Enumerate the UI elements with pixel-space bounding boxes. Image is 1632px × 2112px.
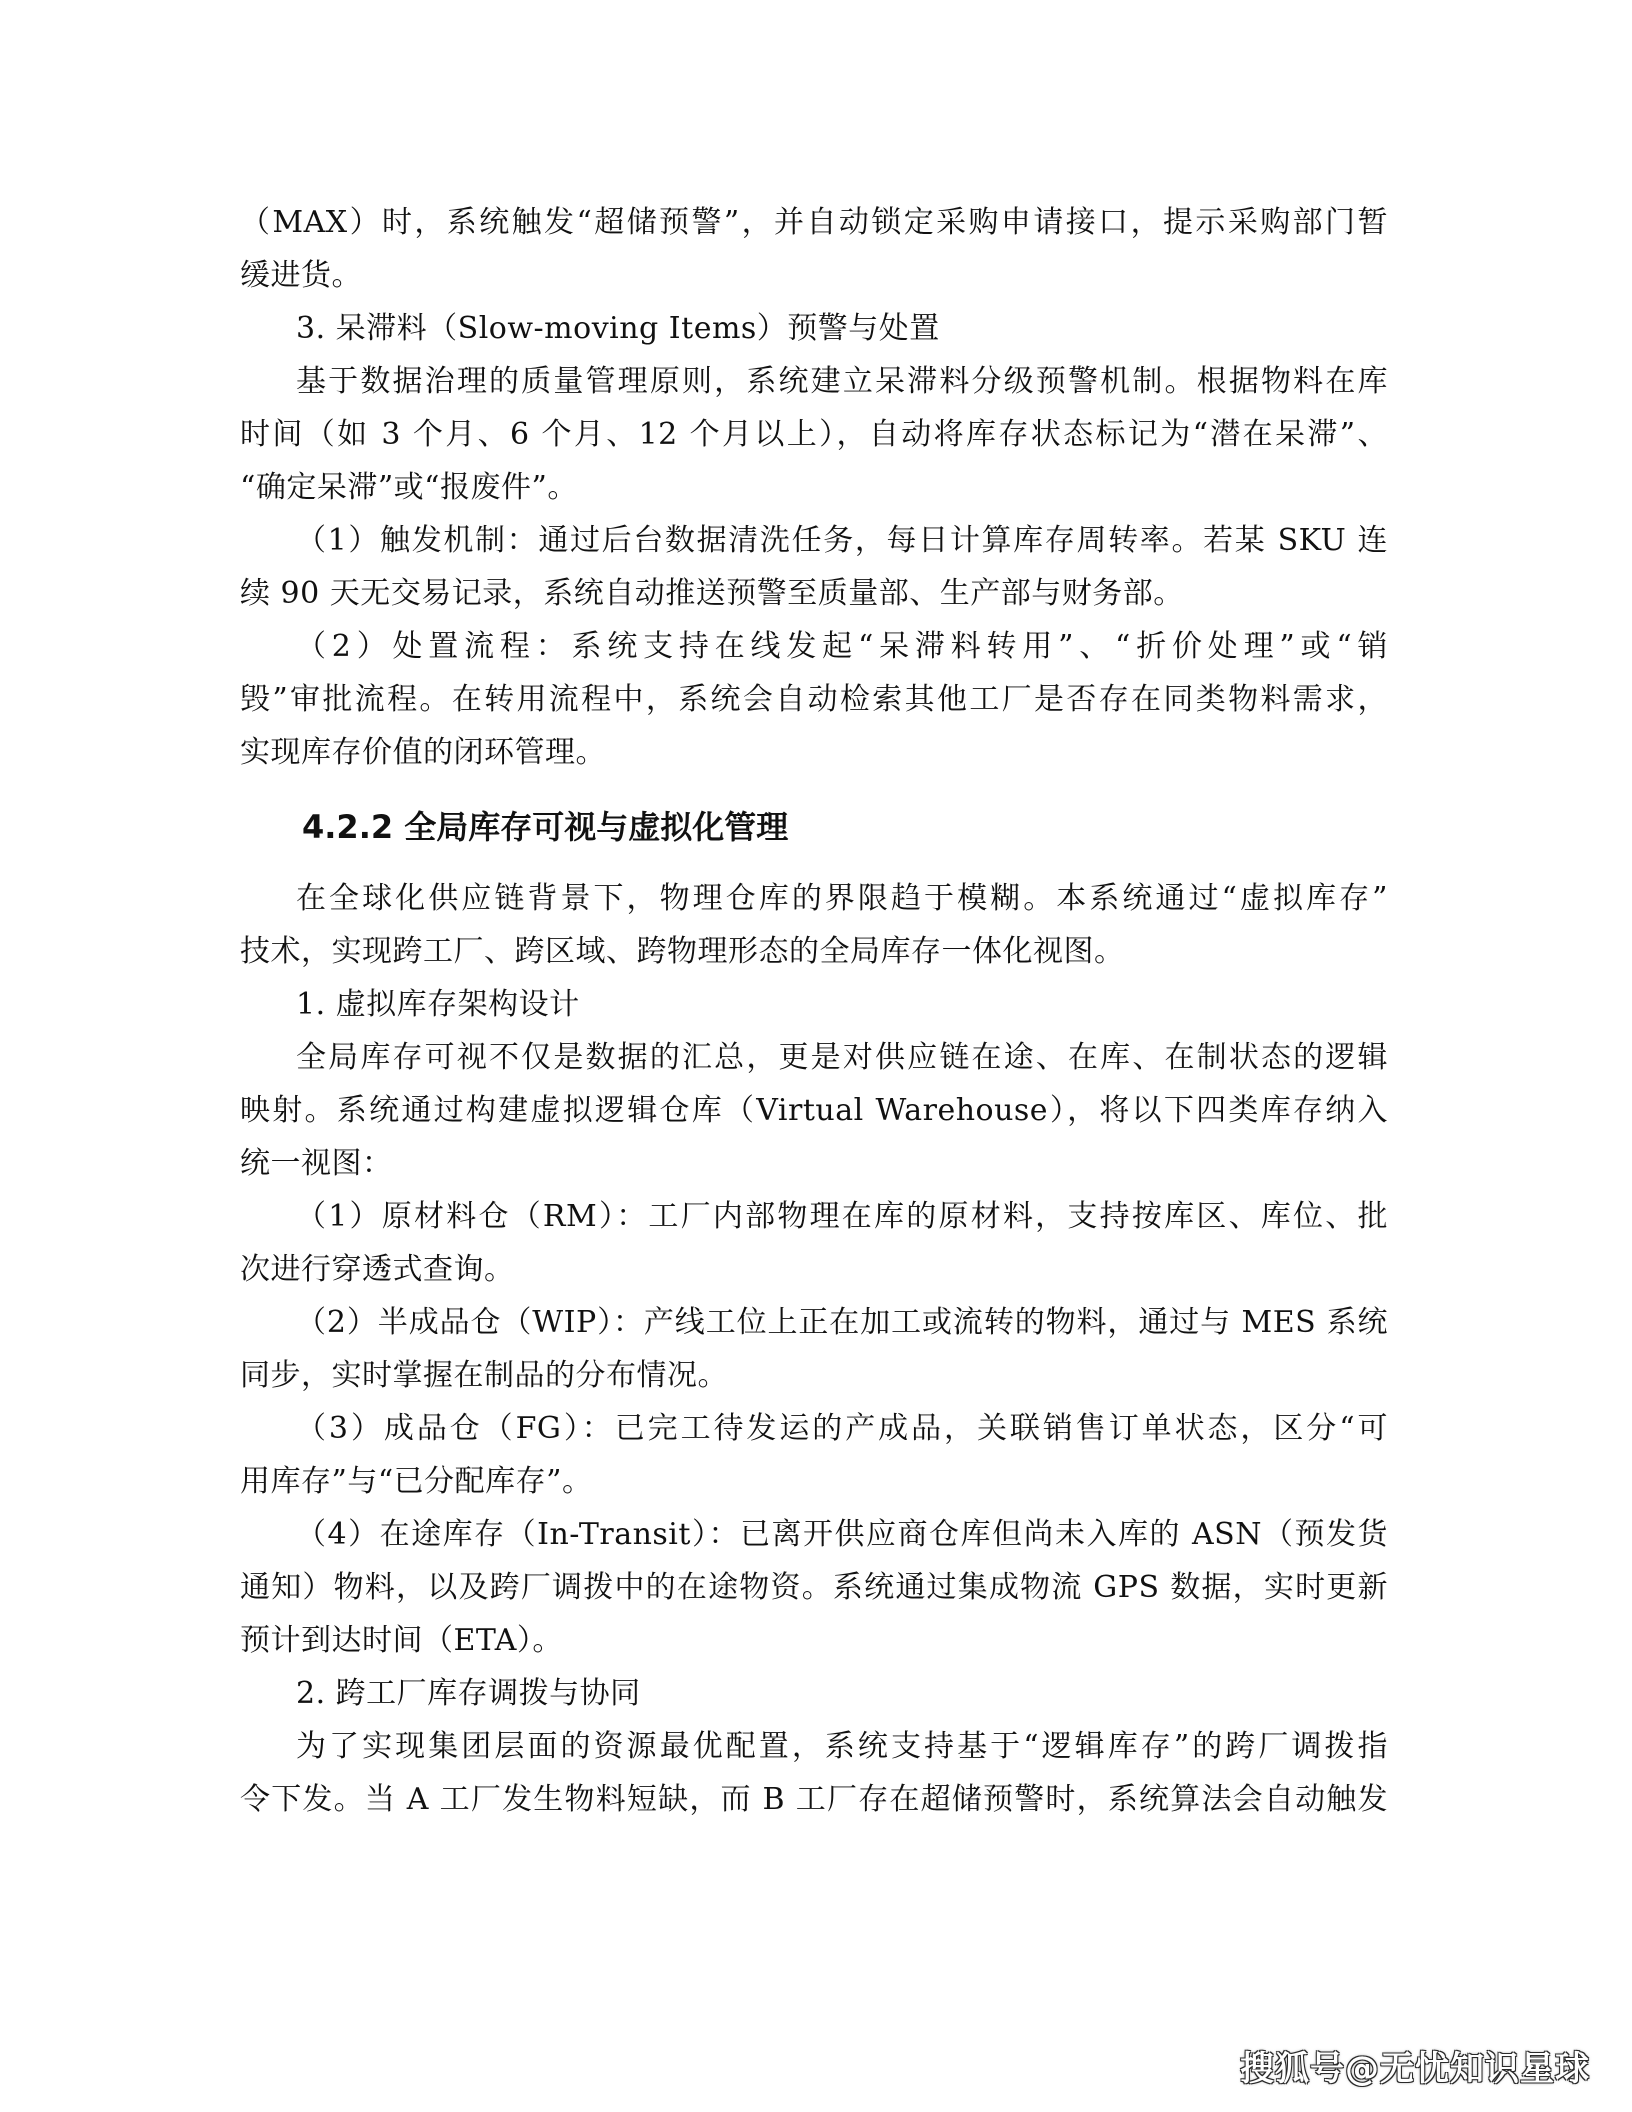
text-line: 用库存”与“已分配库存”。 — [240, 1464, 593, 1499]
text-line: 基于数据治理的质量管理原则，系统建立呆滞料分级预警机制。根据物料在库 — [296, 364, 1388, 399]
text-line: 技术，实现跨工厂、跨区域、跨物理形态的全局库存一体化视图。 — [240, 934, 1125, 969]
text-line: 续 90 天无交易记录，系统自动推送预警至质量部、生产部与财务部。 — [240, 576, 1184, 611]
paragraph-block-top — [240, 196, 1388, 779]
text-line: （1）触发机制：通过后台数据清洗任务，每日计算库存周转率。若某 SKU 连 — [296, 523, 1388, 558]
text-line: 同步，实时掌握在制品的分布情况。 — [240, 1358, 728, 1393]
text-line: 全局库存可视不仅是数据的汇总，更是对供应链在途、在库、在制状态的逻辑 — [296, 1040, 1388, 1075]
text-line: （2）半成品仓（WIP）：产线工位上正在加工或流转的物料，通过与 MES 系统 — [296, 1305, 1388, 1340]
text-line: 3. 呆滞料（Slow-moving Items）预警与处置 — [296, 311, 940, 346]
text-line: 统一视图： — [240, 1146, 393, 1181]
text-line: 通知）物料，以及跨厂调拨中的在途物资。系统通过集成物流 GPS 数据，实时更新 — [240, 1570, 1388, 1605]
text-line: 1. 虚拟库存架构设计 — [296, 987, 580, 1022]
text-line: “确定呆滞”或“报废件”。 — [240, 470, 578, 505]
text-line: （MAX）时，系统触发“超储预警”，并自动锁定采购申请接口，提示采购部门暂 — [240, 205, 1388, 240]
text-line: 时间（如 3 个月、6 个月、12 个月以上），自动将库存状态标记为“潜在呆滞”、 — [240, 417, 1388, 452]
text-line: 在全球化供应链背景下，物理仓库的界限趋于模糊。本系统通过“虚拟库存” — [296, 881, 1388, 916]
section-heading: 4.2.2 全局库存可视与虚拟化管理 — [302, 808, 789, 846]
text-line: （2）处置流程：系统支持在线发起“呆滞料转用”、“折价处理”或“销 — [296, 629, 1388, 664]
text-line: 令下发。当 A 工厂发生物料短缺，而 B 工厂存在超储预警时，系统算法会自动触发 — [240, 1782, 1388, 1817]
text-line: 映射。系统通过构建虚拟逻辑仓库（Virtual Warehouse），将以下四类库存纳入 — [240, 1093, 1388, 1128]
paragraph-block-bottom — [240, 872, 1388, 1826]
text-line: 实现库存价值的闭环管理。 — [240, 735, 606, 770]
text-line: 毁”审批流程。在转用流程中，系统会自动检索其他工厂是否存在同类物料需求， — [240, 682, 1388, 717]
text-line: （3）成品仓（FG）：已完工待发运的产成品，关联销售订单状态，区分“可 — [296, 1411, 1388, 1446]
text-line: （4）在途库存（In-Transit）：已离开供应商仓库但尚未入库的 ASN（预发货 — [296, 1517, 1388, 1552]
text-line: 次进行穿透式查询。 — [240, 1252, 515, 1287]
text-line: （1）原材料仓（RM）：工厂内部物理在库的原材料，支持按库区、库位、批 — [296, 1199, 1388, 1234]
text-line: 为了实现集团层面的资源最优配置，系统支持基于“逻辑库存”的跨厂调拨指 — [296, 1729, 1388, 1764]
watermark-text: 搜狐号@无忧知识星球 — [1240, 2049, 1590, 2089]
text-line: 预计到达时间（ETA）。 — [240, 1623, 563, 1658]
document-body — [240, 196, 1388, 1826]
text-line: 2. 跨工厂库存调拨与协同 — [296, 1676, 641, 1711]
text-line: 缓进货。 — [240, 258, 362, 293]
